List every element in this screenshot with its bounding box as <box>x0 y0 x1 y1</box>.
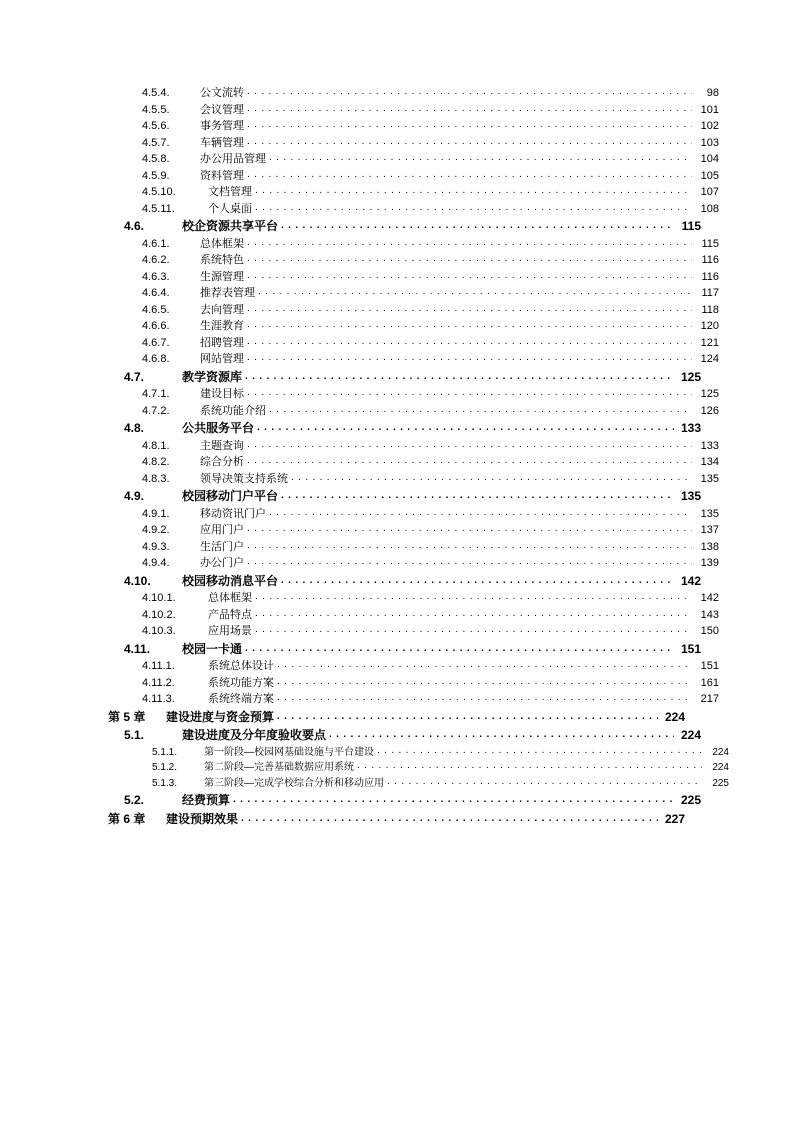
toc-leader-dots <box>255 203 692 213</box>
toc-entry-page-number: 217 <box>700 693 719 705</box>
toc-leader-dots <box>291 473 692 483</box>
toc-leader-dots <box>247 320 692 330</box>
toc-entry[interactable] <box>108 321 719 332</box>
toc-entry-page-number: 224 <box>664 709 685 724</box>
toc-entry[interactable] <box>108 794 701 807</box>
toc-leader-dots <box>247 238 692 248</box>
toc-leader-dots <box>247 254 692 264</box>
toc-entry-title: 招聘管理 <box>200 336 244 349</box>
toc-entry[interactable] <box>108 610 719 621</box>
toc-entry-title: 事务管理 <box>200 120 244 132</box>
toc-leader-dots <box>277 660 692 670</box>
toc-leader-dots <box>277 693 692 703</box>
toc-entry-page-number: 139 <box>700 557 719 569</box>
toc-leader-dots <box>257 423 674 433</box>
toc-leader-dots <box>255 186 692 196</box>
toc-leader-dots <box>245 372 674 382</box>
toc-entry-number: 5.2. <box>124 793 145 807</box>
toc-entry-title: 经费预算 <box>182 793 231 807</box>
toc-entry-title: 校企资源共享平台 <box>182 219 279 233</box>
toc-leader-dots <box>377 746 702 756</box>
toc-entry-number: 4.11.2. <box>142 676 175 689</box>
toc-entry[interactable] <box>108 457 719 468</box>
toc-entry-page-number: 105 <box>700 169 719 182</box>
toc-leader-dots <box>247 388 692 398</box>
toc-entry-page-number: 103 <box>700 136 719 149</box>
toc-entry-number: 第 5 章 <box>108 709 146 724</box>
toc-leader-dots <box>277 712 658 722</box>
toc-entry[interactable] <box>108 371 701 384</box>
toc-entry-title: 资料管理 <box>200 169 244 182</box>
toc-entry[interactable] <box>108 171 719 182</box>
toc-entry[interactable] <box>108 575 701 588</box>
toc-entry-number: 4.10.2. <box>142 608 176 621</box>
toc-entry-number: 4.10.1. <box>142 592 176 604</box>
toc-entry-page-number: 224 <box>680 728 701 742</box>
toc-entry-page-number: 135 <box>700 472 719 485</box>
toc-entry-number: 4.8.3. <box>142 472 170 485</box>
toc-entry-title: 第三阶段—完成学校综合分析和移动应用 <box>204 777 384 789</box>
toc-entry[interactable] <box>108 490 701 503</box>
toc-entry-page-number: 115 <box>701 237 719 250</box>
toc-entry[interactable] <box>108 288 719 299</box>
toc-leader-dots <box>255 609 692 619</box>
toc-entry[interactable] <box>108 542 719 553</box>
toc-entry-number: 4.5.6. <box>142 120 170 132</box>
toc-entry[interactable] <box>108 204 719 215</box>
toc-entry-title: 网站管理 <box>200 353 244 365</box>
toc-leader-dots <box>357 761 702 771</box>
toc-leader-dots <box>247 271 692 281</box>
toc-leader-dots <box>247 87 692 97</box>
toc-entry-page-number: 102 <box>700 120 719 132</box>
toc-entry[interactable] <box>108 558 719 569</box>
toc-entry-title: 生涯教育 <box>200 320 244 332</box>
toc-entry-number: 4.9.4. <box>142 557 170 569</box>
toc-entry[interactable] <box>108 422 701 435</box>
toc-leader-dots <box>269 153 692 163</box>
toc-entry-page-number: 121 <box>700 336 719 349</box>
toc-entry[interactable] <box>108 661 719 672</box>
toc-entry-page-number: 225 <box>712 777 729 789</box>
toc-entry-title: 办公门户 <box>200 557 244 569</box>
toc-leader-dots <box>247 524 692 534</box>
toc-leader-dots <box>247 353 692 363</box>
toc-entry-number: 4.9.2. <box>142 524 170 536</box>
toc-entry[interactable] <box>108 813 685 826</box>
toc-entry-page-number: 120 <box>700 320 719 332</box>
toc-entry-page-number: 151 <box>680 641 701 656</box>
toc-entry-title: 建设预期效果 <box>166 811 239 826</box>
toc-entry[interactable] <box>108 711 685 724</box>
toc-entry-page-number: 151 <box>700 660 719 672</box>
toc-entry-page-number: 135 <box>700 507 719 520</box>
toc-entry-title: 产品特点 <box>208 608 252 621</box>
toc-leader-dots <box>269 508 692 518</box>
toc-entry-page-number: 143 <box>700 608 719 621</box>
toc-entry-page-number: 116 <box>701 254 719 266</box>
toc-leader-dots <box>281 576 674 586</box>
toc-entry-page-number: 117 <box>701 287 719 299</box>
toc-entry-number: 4.6.4. <box>142 287 170 299</box>
toc-entry-number: 4.6.3. <box>142 270 170 283</box>
toc-entry[interactable] <box>108 138 719 149</box>
toc-entry[interactable] <box>108 239 719 250</box>
toc-leader-dots <box>255 625 692 635</box>
toc-leader-dots <box>245 644 674 654</box>
toc-entry-number: 4.7.2. <box>142 404 170 417</box>
toc-leader-dots <box>247 304 692 314</box>
toc-entry[interactable] <box>108 354 719 365</box>
toc-entry-page-number: 142 <box>700 592 719 604</box>
toc-entry-number: 4.5.9. <box>142 169 170 182</box>
toc-entry-page-number: 134 <box>700 456 719 468</box>
toc-entry[interactable] <box>108 389 719 400</box>
toc-leader-dots <box>387 777 702 787</box>
toc-entry-number: 4.5.4. <box>142 87 170 99</box>
toc-leader-dots <box>247 557 692 567</box>
toc-entry-number: 4.7. <box>124 369 145 384</box>
toc-entry-title: 系统终端方案 <box>208 693 274 705</box>
toc-entry[interactable] <box>108 220 701 233</box>
toc-entry-number: 4.6.5. <box>142 303 170 316</box>
toc-entry-number: 4.5.7. <box>142 136 170 149</box>
toc-entry-title: 校园移动门户平台 <box>182 489 279 503</box>
toc-entry-title: 系统特色 <box>200 254 244 266</box>
toc-entry-title: 教学资源库 <box>182 369 243 384</box>
toc-entry-number: 4.6.7. <box>142 336 170 349</box>
toc-leader-dots <box>281 221 674 231</box>
toc-entry-page-number: 118 <box>701 303 719 316</box>
toc-entry-number: 4.5.10. <box>142 186 176 198</box>
toc-entry[interactable] <box>108 694 719 705</box>
toc-entry-title: 文档管理 <box>208 186 252 198</box>
toc-entry[interactable] <box>108 678 719 689</box>
toc-entry[interactable] <box>108 305 719 316</box>
toc-entry-page-number: 150 <box>700 625 719 637</box>
toc-entry[interactable] <box>108 748 729 758</box>
toc-entry-page-number: 137 <box>700 524 719 536</box>
toc-entry-title: 建设目标 <box>200 388 244 400</box>
toc-entry[interactable] <box>108 105 719 116</box>
toc-leader-dots <box>241 814 658 824</box>
toc-leader-dots <box>258 287 692 297</box>
toc-leader-dots <box>277 677 692 687</box>
toc-entry-title: 车辆管理 <box>200 136 244 149</box>
toc-leader-dots <box>269 405 692 415</box>
toc-entry-page-number: 125 <box>700 388 719 400</box>
toc-entry-title: 第一阶段—校园网基础设施与平台建设 <box>204 746 374 758</box>
toc-entry-page-number: 124 <box>700 353 719 365</box>
toc-entry-number: 4.11. <box>124 641 151 656</box>
toc-entry-number: 4.6.1. <box>142 237 170 250</box>
toc-entry-number: 4.6.2. <box>142 254 170 266</box>
toc-entry[interactable] <box>108 643 701 656</box>
toc-entry-title: 应用门户 <box>200 524 244 536</box>
toc-entry[interactable] <box>108 779 729 789</box>
toc-entry-number: 5.1. <box>124 728 145 742</box>
toc-entry-title: 总体框架 <box>208 592 252 604</box>
toc-entry-title: 生源管理 <box>200 270 244 283</box>
toc-entry[interactable] <box>108 272 719 283</box>
toc-entry-number: 4.6.8. <box>142 353 170 365</box>
toc-entry[interactable] <box>108 474 719 485</box>
toc-leader-dots <box>329 730 674 740</box>
toc-entry-title: 办公用品管理 <box>200 153 266 165</box>
toc-entry-page-number: 107 <box>700 186 719 198</box>
toc-entry-page-number: 161 <box>700 676 719 689</box>
toc-entry-title: 公文流转 <box>200 87 244 99</box>
toc-entry-title: 去向管理 <box>200 303 244 316</box>
toc-entry-page-number: 126 <box>700 404 719 417</box>
toc-leader-dots <box>247 170 692 180</box>
toc-entry-page-number: 224 <box>712 746 729 758</box>
toc-entry-page-number: 142 <box>680 573 701 588</box>
toc-entry-number: 4.10. <box>124 573 151 588</box>
toc-entry-title: 领导决策支持系统 <box>200 472 288 485</box>
toc-entry-page-number: 101 <box>700 103 719 116</box>
toc-entry-page-number: 104 <box>700 153 719 165</box>
toc-entry-page-number: 225 <box>680 793 701 807</box>
toc-entry[interactable] <box>108 406 719 417</box>
toc-entry-page-number: 133 <box>680 421 701 435</box>
toc-entry-title: 主题查询 <box>200 439 244 452</box>
toc-entry-page-number: 125 <box>680 369 701 384</box>
toc-leader-dots <box>247 120 692 130</box>
toc-entry-number: 5.1.3. <box>152 777 178 789</box>
toc-entry-title: 校园一卡通 <box>182 641 243 656</box>
toc-entry-title: 建设进度及分年度验收要点 <box>182 728 327 742</box>
toc-entry-page-number: 224 <box>712 762 729 773</box>
toc-entry[interactable] <box>108 763 729 773</box>
toc-entry-title: 应用场景 <box>208 625 252 637</box>
toc-entry-page-number: 115 <box>681 219 701 233</box>
toc-leader-dots <box>247 456 692 466</box>
toc-leader-dots <box>247 440 692 450</box>
toc-entry[interactable] <box>108 338 719 349</box>
toc-entry-page-number: 108 <box>700 202 719 215</box>
toc-entry-page-number: 135 <box>680 489 701 503</box>
toc-entry-title: 推荐表管理 <box>200 287 255 299</box>
toc-entry-number: 5.1.2. <box>152 762 178 773</box>
toc-entry-title: 系统功能方案 <box>208 676 274 689</box>
toc-entry-number: 4.10.3. <box>142 625 176 637</box>
toc-entry-number: 4.5.11. <box>142 202 175 215</box>
toc-entry-title: 系统功能介绍 <box>200 404 266 417</box>
toc-entry-number: 第 6 章 <box>108 811 146 826</box>
toc-entry-number: 4.5.8. <box>142 153 170 165</box>
toc-entry-title: 建设进度与资金预算 <box>166 709 275 724</box>
table-of-contents <box>108 87 729 826</box>
toc-entry-page-number: 138 <box>700 540 719 553</box>
toc-entry[interactable] <box>108 187 719 198</box>
toc-entry[interactable] <box>108 121 719 132</box>
toc-entry[interactable] <box>108 525 719 536</box>
toc-entry[interactable] <box>108 593 719 604</box>
toc-entry-title: 生活门户 <box>200 540 244 553</box>
toc-entry-number: 4.6.6. <box>142 320 170 332</box>
toc-entry-page-number: 133 <box>700 439 719 452</box>
toc-leader-dots <box>255 592 692 602</box>
toc-entry[interactable] <box>108 509 719 520</box>
toc-entry-number: 4.6. <box>124 219 145 233</box>
toc-leader-dots <box>281 491 674 501</box>
toc-entry-number: 4.7.1. <box>142 388 170 400</box>
toc-entry-title: 移动资讯门户 <box>200 507 266 520</box>
toc-entry-title: 会议管理 <box>200 103 244 116</box>
toc-leader-dots <box>247 104 692 114</box>
toc-entry-title: 校园移动消息平台 <box>182 573 279 588</box>
toc-leader-dots <box>247 337 692 347</box>
toc-entry-number: 5.1.1. <box>152 746 178 758</box>
toc-entry-number: 4.9.1. <box>142 507 170 520</box>
toc-entry-number: 4.9. <box>124 489 145 503</box>
toc-entry-number: 4.8.1. <box>142 439 170 452</box>
toc-entry-title: 公共服务平台 <box>182 421 255 435</box>
toc-entry-number: 4.5.5. <box>142 103 170 116</box>
toc-entry[interactable] <box>108 729 701 742</box>
toc-entry[interactable] <box>108 255 719 266</box>
toc-entry-number: 4.8.2. <box>142 456 170 468</box>
toc-entry-page-number: 116 <box>701 270 719 283</box>
toc-leader-dots <box>247 541 692 551</box>
toc-entry-number: 4.8. <box>124 421 145 435</box>
toc-leader-dots <box>247 137 692 147</box>
toc-entry-title: 个人桌面 <box>208 202 252 215</box>
toc-entry-number: 4.11.3. <box>142 693 175 705</box>
toc-entry[interactable] <box>108 441 719 452</box>
toc-entry[interactable] <box>108 626 719 637</box>
toc-entry-title: 综合分析 <box>200 456 244 468</box>
toc-leader-dots <box>233 795 674 805</box>
toc-entry-number: 4.11.1. <box>142 660 175 672</box>
toc-entry[interactable] <box>108 88 719 99</box>
toc-entry[interactable] <box>108 154 719 165</box>
toc-entry-page-number: 98 <box>706 87 719 99</box>
toc-entry-number: 4.9.3. <box>142 540 170 553</box>
toc-entry-title: 总体框架 <box>200 237 244 250</box>
toc-entry-title: 第二阶段—完善基础数据应用系统 <box>204 762 354 773</box>
toc-entry-title: 系统总体设计 <box>208 660 274 672</box>
toc-entry-page-number: 227 <box>664 811 685 826</box>
